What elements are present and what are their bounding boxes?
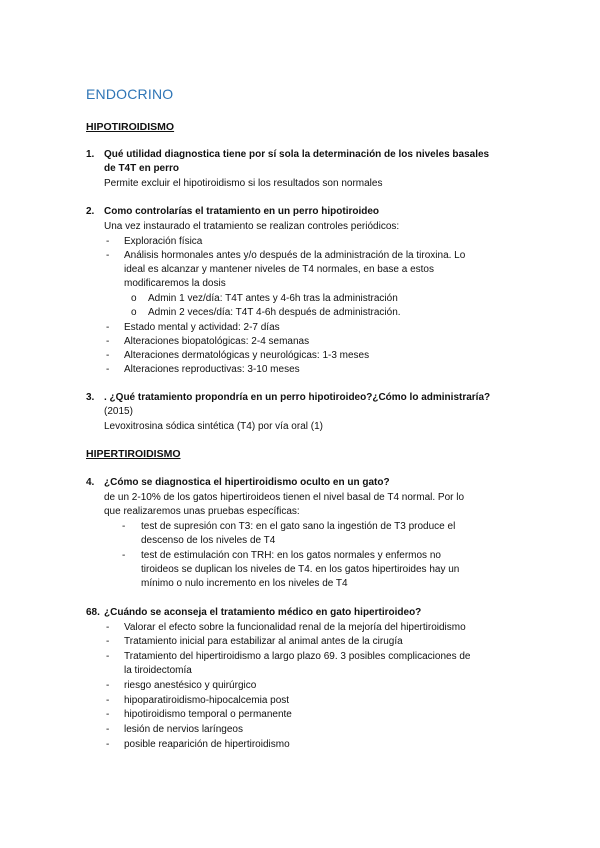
list-dash: - (106, 236, 110, 247)
list-item: Alteraciones reproductivas: 3-10 meses (124, 364, 300, 375)
list-item: tiroideos se duplican los niveles de T4. en los gatos hipertiroides hay un (141, 564, 460, 575)
list-dash: - (106, 322, 110, 333)
list-dash: - (106, 739, 110, 750)
list-item: Estado mental y actividad: 2-7 días (124, 322, 280, 333)
section-heading-hipotiroidismo: HIPOTIROIDISMO (86, 121, 175, 133)
list-dash: - (122, 521, 126, 532)
list-item: hipoparatiroidismo-hipocalcemia post (124, 695, 290, 706)
question-text: Como controlarías el tratamiento en un perro hipotiroideo (104, 206, 380, 217)
list-dash: - (106, 250, 110, 261)
answer-text: Permite excluir el hipotiroidismo si los resultados son normales (104, 178, 383, 189)
list-item: mínimo o nulo incremento en los niveles de T4 (141, 578, 348, 589)
list-dash: - (106, 336, 110, 347)
list-item: modificaremos la dosis (124, 278, 226, 289)
question-number: 68. (86, 607, 100, 618)
list-item: test de supresión con T3: en el gato sano la ingestión de T3 produce el (141, 521, 456, 532)
list-item: hipotiroidismo temporal o permanente (124, 709, 292, 720)
list-item: descenso de los niveles de T4 (141, 535, 276, 546)
list-item: ideal es alcanzar y mantener niveles de T4 normales, en base a estos (124, 264, 434, 275)
question-text: Qué utilidad diagnostica tiene por sí sola la determinación de los niveles basales (104, 149, 490, 160)
question-number: 4. (86, 477, 95, 488)
list-item: riesgo anestésico y quirúrgico (124, 680, 257, 691)
list-item: Alteraciones biopatológicas: 2-4 semanas (124, 336, 310, 347)
list-dash: - (106, 651, 110, 662)
answer-text: Una vez instaurado el tratamiento se realizan controles periódicos: (104, 221, 400, 232)
question-text: de T4T en perro (104, 163, 180, 174)
list-item: lesión de nervios laríngeos (124, 724, 243, 735)
answer-text: Levoxitrosina sódica sintética (T4) por vía oral (1) (104, 421, 323, 432)
list-item: test de estimulación con TRH: en los gatos normales y enfermos no (141, 550, 441, 561)
list-dash: - (106, 622, 110, 633)
list-item: Valorar el efecto sobre la funcionalidad renal de la mejoría del hipertiroidismo (124, 622, 466, 633)
list-item: posible reaparición de hipertiroidismo (124, 739, 290, 750)
list-item: la tiroidectomía (124, 665, 192, 676)
list-dash: - (122, 550, 126, 561)
question-text: . ¿Qué tratamiento propondría en un perro hipotiroideo?¿Cómo lo administraría? (104, 392, 491, 403)
sub-bullet: o (131, 307, 137, 318)
question-text: ¿Cómo se diagnostica el hipertiroidismo oculto en un gato? (104, 477, 390, 488)
list-item: Análisis hormonales antes y/o después de la administración de la tiroxina. Lo (124, 250, 466, 261)
sub-bullet: o (131, 293, 137, 304)
list-item: Tratamiento del hipertiroidismo a largo plazo 69. 3 posibles complicaciones de (124, 651, 471, 662)
answer-text: de un 2-10% de los gatos hipertiroideos tienen el nivel basal de T4 normal. Por lo (104, 492, 465, 503)
page-title: ENDOCRINO (86, 86, 174, 102)
list-item: Tratamiento inicial para estabilizar al animal antes de la cirugía (124, 636, 403, 647)
list-subitem: Admin 2 veces/día: T4T 4-6h después de administración. (148, 307, 401, 318)
list-item: Alteraciones dermatológicas y neurológicas: 1-3 meses (124, 350, 370, 361)
list-dash: - (106, 350, 110, 361)
list-item: Exploración física (124, 236, 203, 247)
list-dash: - (106, 364, 110, 375)
section-heading-hipertiroidismo: HIPERTIROIDISMO (86, 448, 181, 460)
list-dash: - (106, 695, 110, 706)
list-subitem: Admin 1 vez/día: T4T antes y 4-6h tras la administración (148, 293, 398, 304)
list-dash: - (106, 636, 110, 647)
question-number: 3. (86, 392, 95, 403)
list-dash: - (106, 680, 110, 691)
list-dash: - (106, 709, 110, 720)
answer-text: que realizaremos unas pruebas específicas: (104, 506, 300, 517)
list-dash: - (106, 724, 110, 735)
question-number: 1. (86, 149, 95, 160)
question-text: ¿Cuándo se aconseja el tratamiento médico en gato hipertiroideo? (104, 607, 422, 618)
answer-text: (2015) (104, 406, 133, 417)
question-number: 2. (86, 206, 95, 217)
